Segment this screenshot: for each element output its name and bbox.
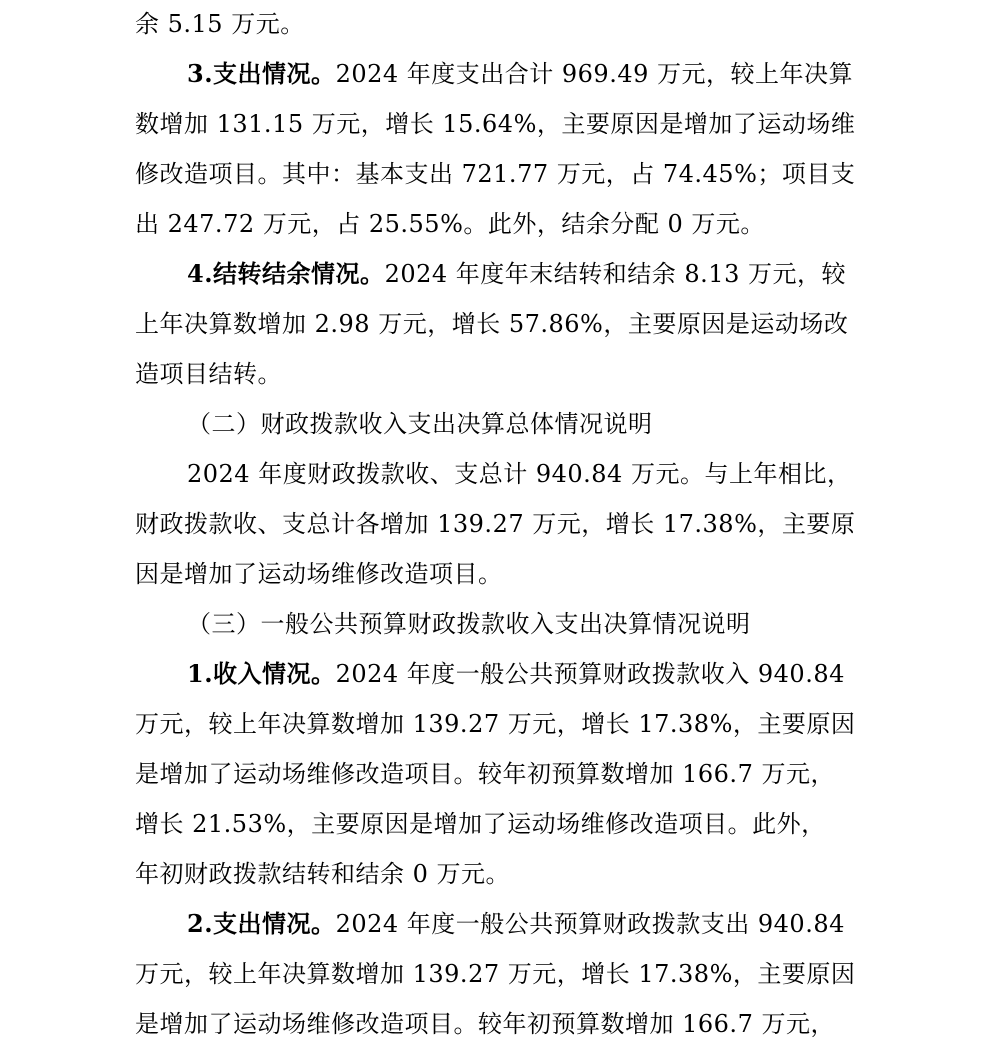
section-heading: 4.结转结余情况。 bbox=[187, 259, 385, 288]
text-line: 余 5.15 万元。 bbox=[135, 10, 305, 38]
text-line: 万元，较上年决算数增加 139.27 万元，增长 17.38%，主要原因 bbox=[135, 710, 856, 738]
text-line: 造项目结转。 bbox=[135, 360, 282, 388]
text-line: 增长 21.53%，主要原因是增加了运动场维修改造项目。此外， bbox=[135, 810, 826, 838]
text-line: 数增加 131.15 万元，增长 15.64%，主要原因是增加了运动场维 bbox=[135, 110, 856, 138]
paragraph-carryover-start: 4.结转结余情况。2024 年度年末结转和结余 8.13 万元，较 bbox=[187, 259, 846, 288]
section-heading: 2.支出情况。 bbox=[187, 909, 336, 938]
section-heading: 3.支出情况。 bbox=[187, 59, 336, 88]
paragraph-expenditure2-start: 2.支出情况。2024 年度一般公共预算财政拨款支出 940.84 bbox=[187, 909, 845, 938]
text-line: 是增加了运动场维修改造项目。较年初预算数增加 166.7 万元， bbox=[135, 1010, 835, 1038]
text-line: 上年决算数增加 2.98 万元，增长 57.86%，主要原因是运动场改 bbox=[135, 310, 849, 338]
paragraph-expenditure-start: 3.支出情况。2024 年度支出合计 969.49 万元，较上年决算 bbox=[187, 59, 854, 88]
text-line: 因是增加了运动场维修改造项目。 bbox=[135, 560, 503, 588]
text-line: 万元，较上年决算数增加 139.27 万元，增长 17.38%，主要原因 bbox=[135, 960, 856, 988]
text-line: 2024 年度财政拨款收、支总计 940.84 万元。与上年相比， bbox=[187, 460, 852, 488]
text-line: 年初财政拨款结转和结余 0 万元。 bbox=[135, 860, 511, 888]
text-line: 出 247.72 万元，占 25.55%。此外，结余分配 0 万元。 bbox=[135, 210, 765, 238]
text-line: 财政拨款收、支总计各增加 139.27 万元，增长 17.38%，主要原 bbox=[135, 510, 856, 538]
text-line: 是增加了运动场维修改造项目。较年初预算数增加 166.7 万元， bbox=[135, 760, 835, 788]
subsection-heading: （二）财政拨款收入支出决算总体情况说明 bbox=[187, 410, 653, 438]
subsection-heading: （三）一般公共预算财政拨款收入支出决算情况说明 bbox=[187, 610, 751, 638]
section-heading: 1.收入情况。 bbox=[187, 659, 336, 688]
text-line: 修改造项目。其中：基本支出 721.77 万元，占 74.45%；项目支 bbox=[135, 160, 856, 188]
paragraph-income-start: 1.收入情况。2024 年度一般公共预算财政拨款收入 940.84 bbox=[187, 659, 845, 688]
